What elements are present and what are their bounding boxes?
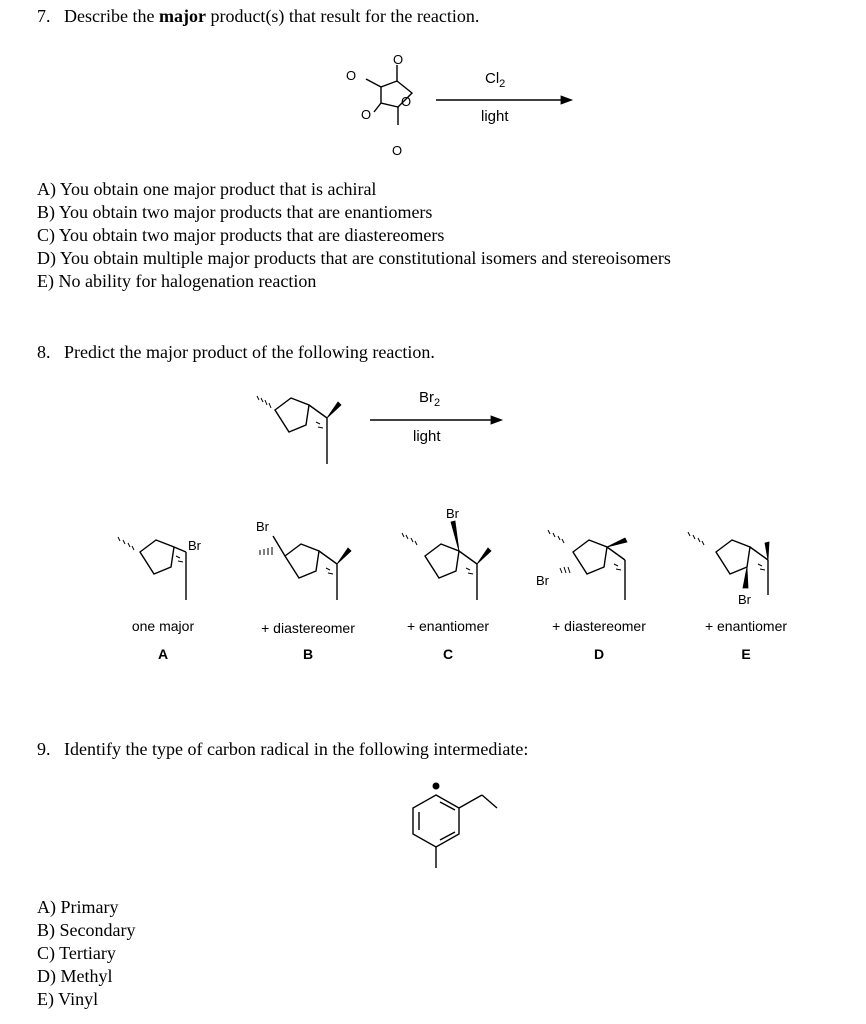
- q8-br-label: Br: [738, 592, 751, 607]
- q7-reagent-symbol: Cl: [485, 70, 500, 87]
- q8-hash: [760, 569, 765, 570]
- q8-ring: [285, 544, 319, 578]
- q8-br-label: Br: [446, 506, 459, 521]
- q8-bond: [273, 536, 285, 556]
- q8-hash: [558, 536, 560, 540]
- q8-letter-b[interactable]: B: [302, 646, 314, 662]
- q9-inner-bond: [440, 802, 455, 810]
- q8-reactant: [257, 396, 341, 464]
- q8-hash: [265, 400, 267, 405]
- q8-br-label: Br: [256, 519, 269, 534]
- q9-inner-bond: [440, 832, 455, 840]
- q8-br-label: Br: [188, 538, 201, 553]
- q8-wedge: [607, 538, 627, 547]
- q8-hash: [568, 567, 570, 573]
- q8-bond: [319, 551, 337, 564]
- q8-letter-a[interactable]: A: [157, 646, 169, 662]
- q8-letter-e[interactable]: E: [741, 646, 751, 662]
- q7-option-c[interactable]: C) You obtain two major products that are diastereomers: [37, 225, 445, 245]
- q9-prompt-text: Identify the type of carbon radical in the following intermediate:: [64, 739, 529, 759]
- q8-letter-d[interactable]: D: [593, 646, 605, 662]
- q8-hash: [614, 564, 618, 566]
- q8-reagent: [419, 389, 440, 409]
- q8-caption-b: + diastereomer: [261, 620, 355, 636]
- q7-option-e[interactable]: E) No ability for halogenation reaction: [37, 271, 317, 291]
- q8-bond: [174, 547, 186, 552]
- q8-condition: light: [413, 428, 441, 445]
- q8-hash: [123, 540, 125, 544]
- q8-hash: [693, 535, 695, 539]
- q8-hash: [553, 533, 555, 537]
- q8-hash: [560, 568, 562, 573]
- q8-caption-e: + enantiomer: [704, 618, 788, 634]
- q8-hash: [326, 568, 330, 570]
- q9-bond: [459, 795, 482, 808]
- q8-hash: [758, 564, 762, 566]
- q9-bond: [482, 795, 497, 808]
- q8-ring: [275, 398, 309, 432]
- q9-radical-structure: [413, 783, 497, 869]
- q8-ring: [573, 540, 607, 574]
- q8-hash: [688, 532, 690, 536]
- q8-hash: [118, 537, 120, 541]
- q8-ring: [140, 540, 174, 574]
- q8-hash: [411, 538, 413, 542]
- q7-option-b[interactable]: B) You obtain two major products that are enantiomers: [37, 202, 433, 222]
- q7-atom-o: O: [346, 68, 357, 83]
- q8-prompt-text: Predict the major product of the following reaction.: [64, 342, 435, 362]
- q8-hash: [269, 403, 271, 408]
- q8-ring: [716, 540, 750, 574]
- q8-hash: [402, 533, 404, 537]
- q7-prompt-pre: Describe the: [64, 6, 159, 26]
- q8-wedge: [477, 548, 491, 564]
- q7-condition: light: [481, 108, 509, 125]
- q8-hash: [257, 396, 259, 400]
- q9-option-b[interactable]: B) Secondary: [37, 920, 136, 940]
- q8-structure-e: [688, 532, 769, 607]
- q7-prompt-bold: major: [158, 6, 206, 26]
- q8-wedge: [451, 521, 459, 551]
- q8-hash: [415, 541, 417, 545]
- radical-dot: [433, 783, 440, 790]
- q8-structure-b: [256, 519, 351, 600]
- q8-hash: [132, 546, 134, 550]
- q8-hash: [176, 556, 180, 558]
- q8-hash: [316, 422, 320, 424]
- q9-ring: [413, 795, 459, 847]
- q8-hash: [406, 535, 408, 539]
- q7-number: 7.: [37, 6, 51, 26]
- q8-arrowhead: [491, 416, 502, 424]
- q8-hash: [468, 573, 473, 574]
- q8-number: 8.: [37, 342, 51, 362]
- q8-wedge: [765, 542, 769, 560]
- q8-hash: [616, 569, 621, 570]
- q8-caption-d: + diastereomer: [552, 618, 646, 634]
- q8-hash: [128, 543, 130, 547]
- q8-hash: [702, 541, 704, 545]
- q8-bond: [750, 547, 768, 560]
- q8-wedge: [327, 402, 341, 418]
- q8-caption-a: one major: [131, 618, 195, 634]
- q8-hash: [564, 567, 566, 573]
- q8-reagent-symbol: Br: [419, 389, 434, 406]
- q8-hash: [698, 538, 700, 542]
- q7-option-a[interactable]: A) You obtain one major product that is achiral: [37, 179, 377, 199]
- q8-reagent-subscript: 2: [434, 397, 441, 409]
- q8-bond: [309, 405, 327, 418]
- q9-option-c[interactable]: C) Tertiary: [37, 943, 116, 963]
- q9-option-d[interactable]: D) Methyl: [37, 966, 113, 986]
- q7-atom-o: O: [361, 107, 372, 122]
- q7-option-d[interactable]: D) You obtain multiple major products that are constitutional isomers and stereoisomers: [37, 248, 671, 268]
- q8-br-label: Br: [536, 573, 549, 588]
- q7-reagent-subscript: 2: [499, 78, 506, 90]
- q8-structure-a: [118, 537, 202, 600]
- q8-hash: [548, 530, 550, 534]
- q7-prompt-post: product(s) that result for the reaction.: [205, 6, 480, 26]
- q8-hash: [178, 561, 183, 562]
- q9-number: 9.: [37, 739, 51, 759]
- q7-atom-o: O: [392, 143, 403, 158]
- q8-hash: [562, 539, 564, 543]
- q8-structure-c: [402, 506, 491, 600]
- q7-atom-o: O: [401, 94, 412, 109]
- q8-hash: [328, 573, 333, 574]
- q9-prompt: [37, 738, 528, 761]
- q9-options: [37, 896, 135, 1011]
- q8-hash: [261, 398, 263, 402]
- q7-atom-o: O: [393, 52, 404, 67]
- q8-caption-c: + enantiomer: [406, 618, 490, 634]
- q9-option-e[interactable]: E) Vinyl: [37, 989, 99, 1009]
- q8-structure-d: [536, 530, 627, 600]
- q8-hash: [318, 427, 323, 428]
- q8-wedge: [337, 548, 351, 564]
- q9-option-a[interactable]: A) Primary: [37, 897, 119, 917]
- q8-letter-c[interactable]: C: [442, 646, 454, 662]
- q8-hash: [466, 568, 470, 570]
- q8-bond: [607, 547, 625, 560]
- q8-wedge: [743, 567, 748, 588]
- q8-bond: [459, 551, 477, 564]
- q8-ring: [425, 544, 459, 578]
